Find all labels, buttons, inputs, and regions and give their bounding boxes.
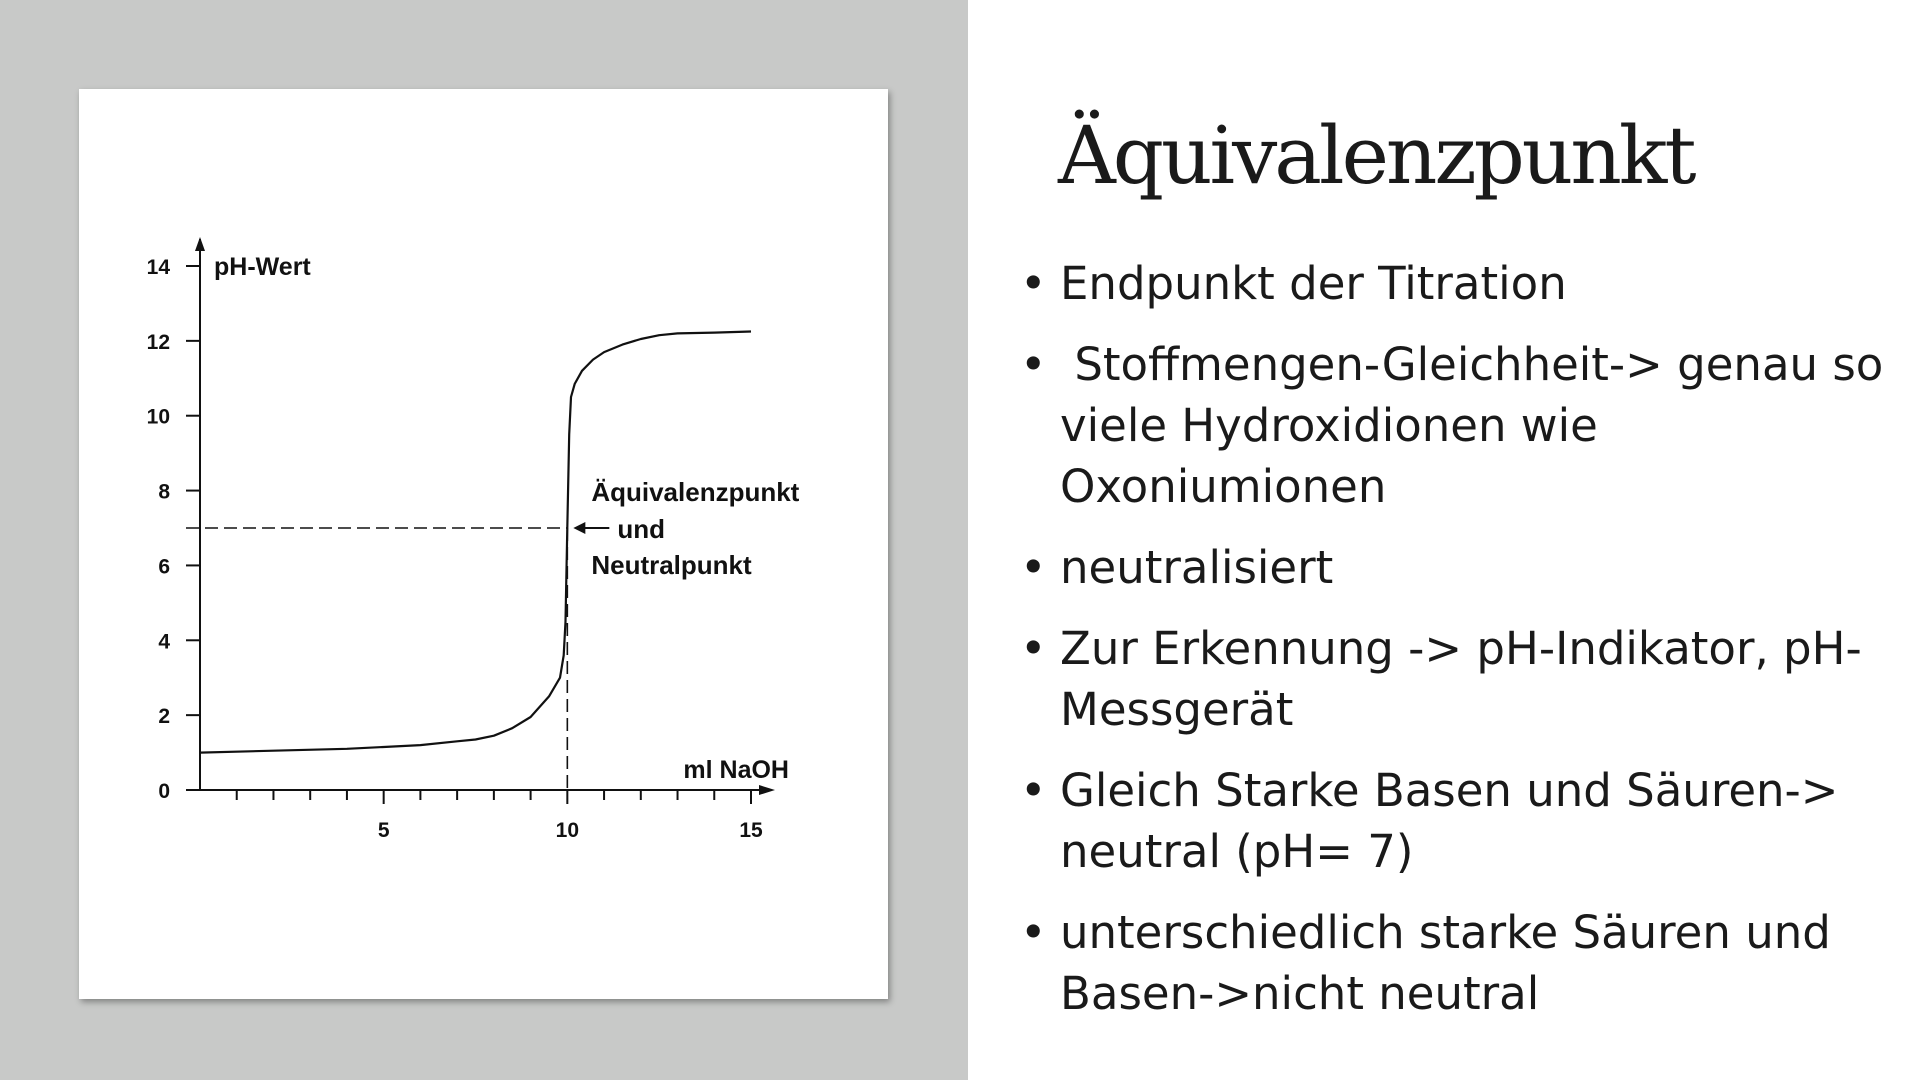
y-tick-label: 0 (158, 780, 170, 803)
annotation-label: und (617, 514, 665, 544)
bullet-text: neutralisiert (1060, 541, 1334, 594)
y-tick-label: 6 (158, 555, 170, 579)
x-tick-label: 10 (555, 819, 580, 842)
y-tick-label: 10 (146, 405, 170, 429)
x-tick-label: 15 (739, 819, 763, 842)
x-axis-arrow (759, 785, 775, 795)
y-tick-label: 2 (158, 705, 170, 729)
bullet-item (1020, 334, 1900, 517)
bullet-text: Endpunkt der Titration (1060, 257, 1567, 310)
x-axis-title: ml NaOH (683, 756, 789, 784)
bullet-item (1020, 760, 1900, 882)
y-tick-label: 12 (146, 330, 170, 354)
y-axis-arrow (195, 237, 205, 251)
bullet-item (1020, 253, 1900, 314)
x-tick-label: 5 (377, 819, 390, 842)
bullet-icon: • (1020, 906, 1047, 959)
bullet-icon: • (1020, 541, 1047, 594)
bullet-text: Gleich Starke Basen und Säuren-> neutral (pH= 7) (1060, 764, 1839, 878)
y-tick-label: 8 (158, 480, 170, 504)
bullet-icon: • (1020, 338, 1047, 391)
bullet-text: Stoffmengen-Gleichheit-> genau so viele Hydroxidionen wie Oxoniumionen (1060, 338, 1898, 513)
bullet-icon: • (1020, 764, 1047, 817)
bullet-text: unterschiedlich starke Säuren und Basen->nicht neutral (1060, 906, 1831, 1020)
annotation-arrow-head (573, 522, 585, 534)
titration-chart (79, 89, 888, 999)
y-tick-label: 4 (158, 630, 170, 654)
titration-chart-card (79, 89, 888, 999)
titration-curve (200, 332, 751, 753)
bullet-list (1020, 253, 1900, 1044)
bullet-item (1020, 537, 1900, 598)
bullet-icon: • (1020, 622, 1047, 675)
bullet-item (1020, 618, 1900, 740)
annotation-label: Neutralpunkt (591, 550, 752, 580)
slide-title: Äquivalenzpunkt (1058, 109, 1694, 202)
annotation-label: Äquivalenzpunkt (591, 477, 800, 507)
y-tick-label: 14 (146, 256, 170, 279)
y-axis-title: pH-Wert (214, 253, 311, 281)
bullet-item (1020, 902, 1900, 1024)
bullet-text: Zur Erkennung -> pH-Indikator, pH-Messgerät (1060, 622, 1862, 736)
bullet-icon: • (1020, 257, 1047, 310)
